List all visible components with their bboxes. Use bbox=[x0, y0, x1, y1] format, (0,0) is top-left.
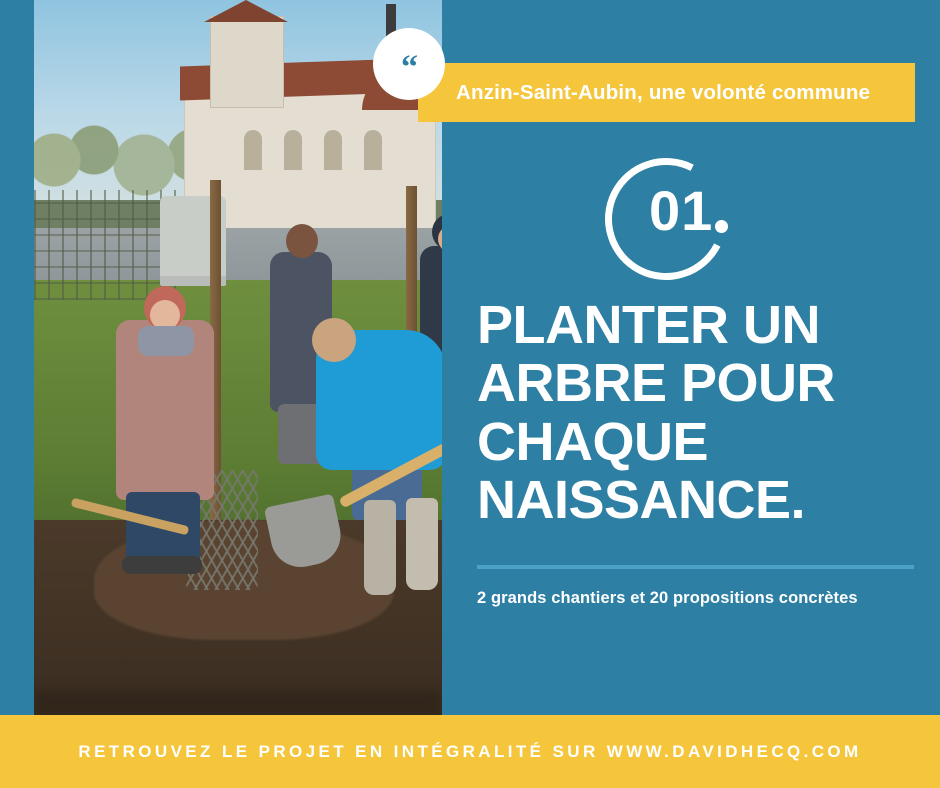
quote-badge bbox=[373, 28, 445, 100]
church-window bbox=[284, 130, 302, 170]
person-boy-boot-left bbox=[364, 500, 396, 595]
church-tower bbox=[210, 16, 284, 108]
content-column bbox=[477, 150, 917, 608]
photo-bottom-shadow bbox=[34, 690, 442, 715]
tree-planting-photo bbox=[34, 0, 442, 715]
footer-url-text: RETROUVEZ LE PROJET EN INTÉGRALITÉ SUR WWW.DAVIDHECQ.COM bbox=[78, 741, 862, 761]
proposal-number: 01 bbox=[649, 179, 714, 242]
number-dot bbox=[715, 220, 728, 233]
church-window bbox=[324, 130, 342, 170]
church-window bbox=[244, 130, 262, 170]
person-boy-boot-right bbox=[406, 498, 438, 590]
person-woman-scarf bbox=[138, 326, 194, 356]
person-background-head bbox=[286, 224, 318, 258]
footer-bar bbox=[0, 715, 940, 788]
person-woman-shoes bbox=[122, 556, 202, 574]
headline bbox=[477, 296, 917, 529]
headline-line-4: NAISSANCE. bbox=[477, 469, 806, 530]
headline-line-1: PLANTER UN bbox=[477, 295, 820, 355]
person-boy-face bbox=[312, 318, 356, 362]
ribbon-text: Anzin-Saint-Aubin, une volonté commune bbox=[456, 80, 871, 104]
number-block bbox=[477, 150, 917, 280]
headline-line-3: CHAQUE bbox=[477, 411, 709, 472]
divider-rule bbox=[477, 565, 914, 569]
church-window bbox=[364, 130, 382, 170]
headline-line-2: ARBRE POUR bbox=[477, 353, 836, 414]
quote-mark-icon: “ bbox=[401, 49, 417, 86]
subtitle-text: 2 grands chantiers et 20 propositions concrètes bbox=[477, 589, 858, 608]
ribbon-banner bbox=[418, 63, 915, 122]
